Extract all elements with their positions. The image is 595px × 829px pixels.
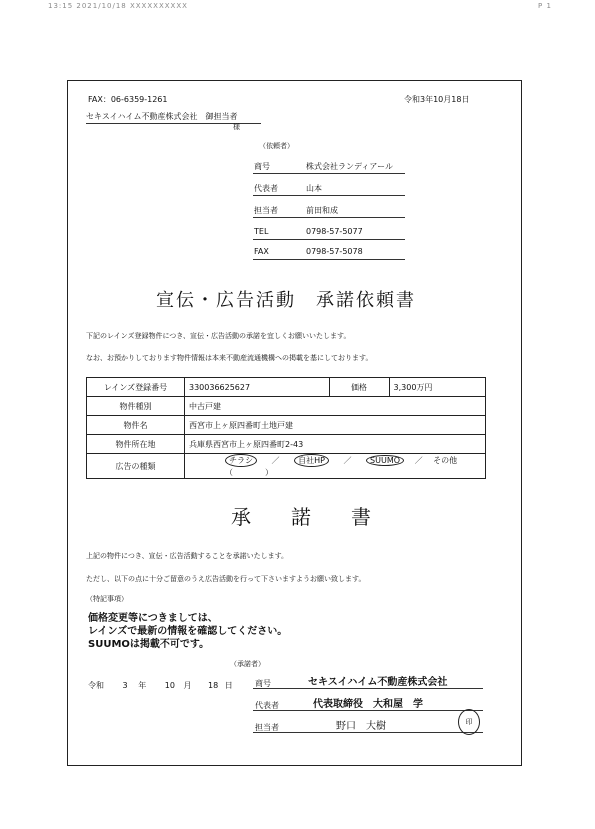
table-row <box>87 435 486 454</box>
sender-heading: （依頼者） <box>259 142 294 150</box>
document-date: 令和3年10月18日 <box>404 95 470 104</box>
notes-line: SUUMOは掲載不可です。 <box>88 639 210 650</box>
table-row <box>87 416 486 435</box>
price-label: 価格 <box>329 378 389 397</box>
sender-line <box>253 173 405 174</box>
media-options <box>185 454 486 479</box>
media-option-circled: チラシ <box>225 454 257 467</box>
sender-label-fax: FAX <box>254 247 269 256</box>
sender-label-tel: TEL <box>254 227 269 236</box>
consent-line: ただし、以下の点に十分ご留意のうえ広告活動を行って下さいますようお願い致します。 <box>86 575 366 583</box>
sender-fax: 0798-57-5078 <box>306 247 363 256</box>
notes-line: レインズで最新の情報を確認してください。 <box>88 626 288 637</box>
sender-representative: 山本 <box>306 184 338 193</box>
date-month-unit: 月 <box>183 681 192 690</box>
seal-stamp: 印 <box>458 709 480 735</box>
consent-line: 上記の物件につき、宣伝・広告活動することを承諾いたします。 <box>86 552 289 560</box>
notes-heading: （特記事項） <box>86 595 128 603</box>
approver-line <box>253 710 483 711</box>
listing-label: 物件種別 <box>87 397 185 416</box>
fax-transmission-header-left: 13:15 2021/10/18 XXXXXXXXXX <box>48 2 188 10</box>
media-separator: ／ <box>343 456 352 465</box>
consent-title: 承 諾 書 <box>231 505 371 529</box>
table-row <box>87 378 486 397</box>
approver-line <box>253 688 483 689</box>
sender-line <box>253 259 405 260</box>
recipient-honorific: 様 <box>233 123 240 131</box>
media-option-circled: 自社HP <box>294 454 329 467</box>
sender-line <box>253 195 405 196</box>
media-separator: ／ <box>414 456 423 465</box>
date-year: 3 <box>122 681 128 690</box>
approver-label-contact: 担当者 <box>255 723 279 732</box>
date-month: 10 <box>164 681 175 690</box>
sender-company: 株式会社ランディアール <box>306 162 393 171</box>
sender-label-contact: 担当者 <box>254 206 278 215</box>
approver-label-company: 商号 <box>255 679 271 688</box>
property-address: 兵庫県西宮市上ヶ原四番町2-43 <box>185 435 486 454</box>
approver-contact: 野口 大樹 <box>336 721 386 732</box>
media-option-circled: SUUMO <box>366 455 404 466</box>
listing-label: レインズ登録番号 <box>87 378 185 397</box>
sender-tel: 0798-57-5077 <box>306 227 363 236</box>
approver-line <box>253 732 483 733</box>
request-form-sheet <box>67 80 522 766</box>
sender-line <box>253 217 405 218</box>
recipient-name: セキスイハイム不動産株式会社 御担当者 <box>86 112 238 121</box>
listing-table <box>86 377 486 479</box>
fax-transmission-header-right: P 1 <box>538 2 552 10</box>
date-year-unit: 年 <box>138 681 147 690</box>
listing-label: 物件名 <box>87 416 185 435</box>
fax-number: FAX：06-6359-1261 <box>88 95 168 104</box>
approver-heading: （承諾者） <box>230 660 265 668</box>
approver-representative: 代表取締役 大和屋 学 <box>313 699 423 710</box>
media-label: 広告の種類 <box>87 454 185 479</box>
date-era: 令和 <box>88 681 104 690</box>
media-separator: ／ <box>271 456 280 465</box>
sender-label-representative: 代表者 <box>254 184 278 193</box>
date-day: 18 <box>208 681 219 690</box>
document-title: 宣伝・広告活動 承諾依頼書 <box>156 290 416 311</box>
table-row <box>87 397 486 416</box>
table-row <box>87 454 486 479</box>
approver-label-representative: 代表者 <box>255 701 279 710</box>
approver-company: セキスイハイム不動産株式会社 <box>308 677 448 688</box>
intro-line: 下記のレインズ登録物件につき、宣伝・広告活動の承諾を宜しくお願いいたします。 <box>86 332 351 340</box>
notes-line: 価格変更等につきましては、 <box>88 613 218 624</box>
media-option: その他（ ） <box>225 456 458 477</box>
signature-date <box>88 680 233 691</box>
property-name: 西宮市上ヶ原四番町土地戸建 <box>185 416 486 435</box>
price-value: 3,300万円 <box>389 378 485 397</box>
listing-label: 物件所在地 <box>87 435 185 454</box>
date-day-unit: 日 <box>224 681 233 690</box>
reins-number: 330036625627 <box>185 378 330 397</box>
intro-line: なお、お預かりしております物件情報は本来不動産流通機構への掲載を基にしております。 <box>86 354 373 362</box>
sender-contact: 前田和成 <box>306 206 338 215</box>
sender-label-company: 商号 <box>254 162 270 171</box>
property-type: 中古戸建 <box>185 397 486 416</box>
sender-line <box>253 239 405 240</box>
